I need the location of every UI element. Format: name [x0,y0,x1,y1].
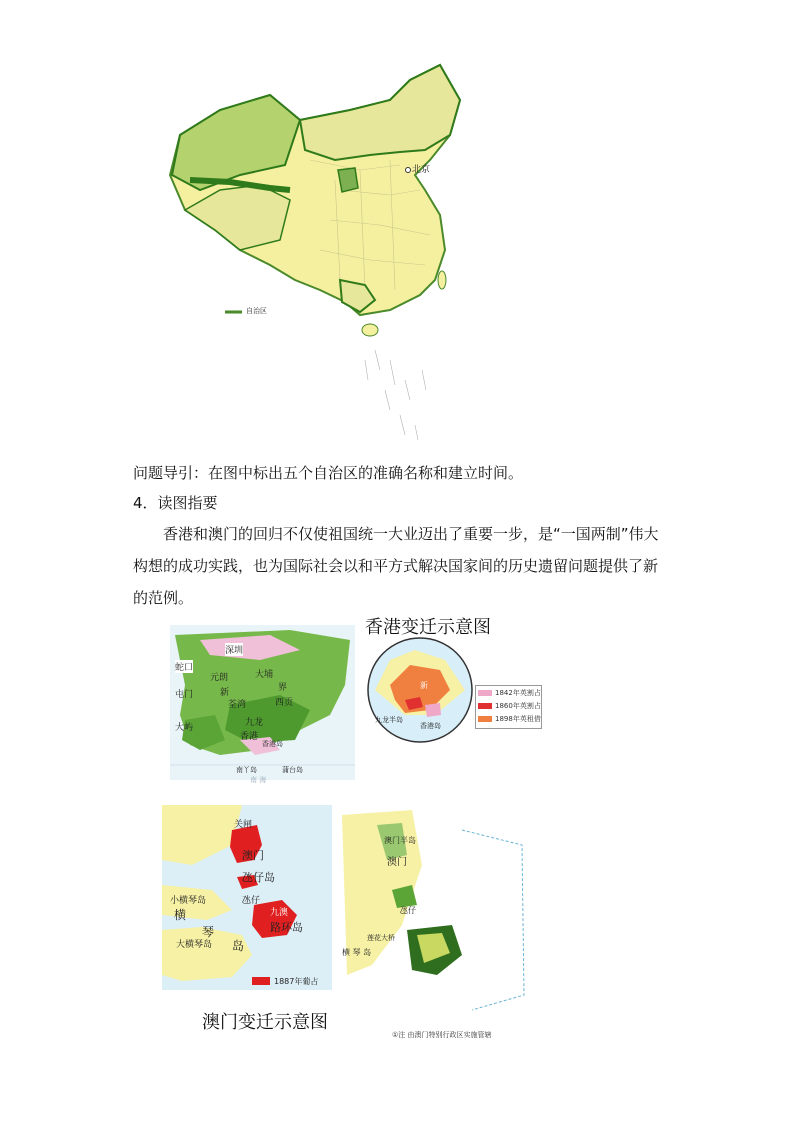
south-sea-islands [365,350,426,440]
hk-label-kowloon: 九龙 [245,718,264,728]
hk-label-tsuen-wan: 荃湾 [228,700,247,710]
hk-label-hong-kong: 香港 [240,732,259,742]
hk-label-shekou: 蛇口 [175,660,193,673]
hk-label-tai-po: 大埔 [255,670,274,680]
macau-map [162,805,540,1042]
china-map [160,40,470,450]
hk-legend-row-1842 [478,688,541,698]
hk-legend-row-1860 [478,701,541,711]
macau-note: ①注 由澳门特别行政区实施管辖 [392,1031,492,1039]
hk-inset-kowloon: 九龙半岛 [375,716,403,724]
macau-right-macau: 澳门 [387,857,407,868]
macau-label-small-hengqin: 小横琴岛 [170,896,207,906]
macau-label-jiuao: 九澳 [270,908,289,918]
macau-right-taipa: 氹仔 [400,906,416,915]
hk-label-lantau: 大屿 [175,723,194,733]
hk-label-island: 香港岛 [262,740,283,748]
beijing-marker [406,168,411,173]
hk-legend-swatch-1898 [478,716,492,722]
hk-legend-swatch-1842 [478,690,492,696]
question-guide: 问题导引：在图中标出五个自治区的准确名称和建立时间。 [133,464,524,482]
hk-label-sea: 南 海 [250,776,267,784]
hainan-island [362,324,378,336]
hk-legend-row-1898 [478,714,541,724]
beijing-label: 北京 [412,165,431,175]
hk-label-lamma: 南丫岛 [236,766,257,774]
macau-label-guanzha: 关闸 [234,820,253,830]
section-paragraph: 香港和澳门的回归不仅使祖国统一大业迈出了重要一步，是“一国两制”伟大构想的成功实践，也为国际社会以和平方式解决国家间的历史遗留问题提供了新的范例。 [133,525,659,607]
hk-legend-label-1860: 1860年英割占 [495,702,541,710]
hk-label-new: 新 [220,688,230,698]
macau-right-hengqin: 横 琴 岛 [342,948,372,957]
section-heading: 4．读图指要 [133,494,218,512]
macau-label-coloane-town: 氹仔 [242,896,261,906]
macau-label-qin: 琴 [202,925,215,939]
macau-label-macau: 澳门 [242,849,264,862]
macau-label-big-hengqin: 大横琴岛 [176,940,213,950]
china-map-graphic [160,40,470,450]
macau-title: 澳门变迁示意图 [202,1012,328,1033]
hk-map [170,617,541,784]
hk-title: 香港变迁示意图 [365,617,491,638]
macau-legend-label: 1887年葡占 [274,977,319,986]
macau-right-peninsula: 澳门半岛 [384,836,416,845]
hk-label-port-island: 蒲台岛 [282,766,303,774]
hk-legend [475,685,542,729]
ningxia-region [338,168,358,192]
macau-label-taipa: 氹仔岛 [242,871,275,884]
macau-right-bridge: 莲花大桥 [367,934,395,942]
hk-label-shenzhen: 深圳 [225,643,243,656]
hk-label-sai-kung: 西贡 [275,698,294,708]
hk-legend-swatch-1860 [478,703,492,709]
macau-map-graphic [162,805,540,1042]
hk-label-territories: 界 [278,683,288,693]
macau-label-heng: 横 [174,908,187,922]
macau-label-coloane: 路环岛 [270,921,303,934]
hk-legend-label-1898: 1898年英租借 [495,715,541,723]
hk-label-tuen-mun: 屯门 [175,690,194,700]
hk-map-graphic [170,625,355,780]
hk-inset-new: 新 [420,681,428,690]
macau-label-island: 岛 [232,939,245,953]
hk-inset-hk: 香港岛 [420,722,441,730]
hk-label-yuen-long: 元朗 [210,673,229,683]
taiwan-island [438,271,446,289]
legend-label: 自治区 [246,307,267,315]
hk-legend-label-1842: 1842年英割占 [495,689,541,697]
